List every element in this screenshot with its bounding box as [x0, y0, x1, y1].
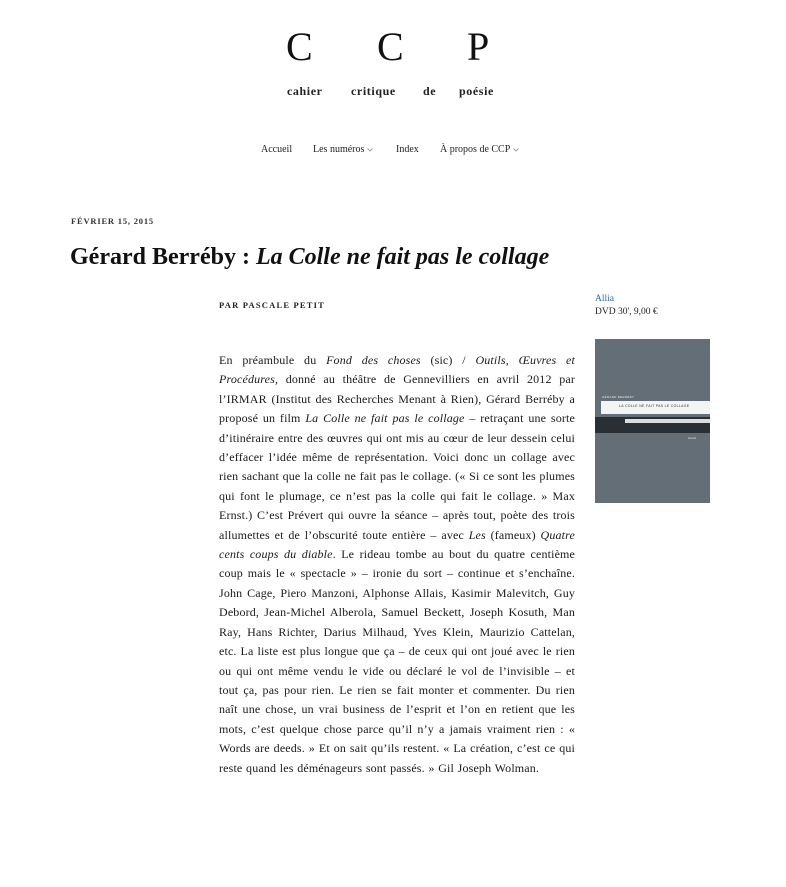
article-text-run: (sic) / — [420, 353, 476, 367]
post-title — [70, 240, 710, 274]
article-text-run: . Le rideau tombe au bout du quatre centième coup mais le « spectacle » – ironie du sort – continue et s’enchaîne. John Cage, Piero Manzoni, Alphonse Allais, Kasimir Malevitch, Guy Debord, Jean-Michel Alberola, Samuel Beckett, Joseph Kosuth, Man Ray, Hans Richter, Darius Milhaud, Yves Klein, Maurizio Cattelan, etc. La liste est plus longue que ça – de ceux qui ont joué avec le rien ou qui ont même vendu le vide ou déclaré le vol de l’invisible – et tout ça, pas pour rien. Le rien se fait monter et commenter. Du rien naît une chose, un vrai business de l’esprit et l’on en retient que les mots, c’est quelque chose parce qu’il n’y a jamais vraiment rien : « Words are deeds. » Et on sait qu’ils restent. « La création, c’est ce qui reste quand les déménageurs sont passés. » Gil Joseph Wolman. — [219, 547, 575, 775]
post-title-author: Gérard Berréby : — [70, 244, 256, 270]
site-title-letter: C — [377, 24, 404, 69]
book-cover-image — [595, 339, 710, 503]
nav-item-les-numeros[interactable] — [313, 144, 373, 155]
article-italic-run: Les — [468, 527, 486, 542]
article-italic-run: Fond des choses — [326, 353, 421, 367]
article-text-run: (fameux) — [485, 527, 541, 542]
site-title[interactable] — [0, 22, 786, 72]
site-title-letter: C — [286, 24, 313, 69]
tagline-word: poésie — [459, 84, 494, 98]
site-tagline — [0, 84, 786, 102]
tagline-word: critique — [351, 84, 396, 98]
nav-item-label: Les numéros — [313, 144, 365, 155]
post-title-work: La Colle ne fait pas le collage — [255, 244, 550, 270]
publisher-link[interactable]: Allia — [595, 294, 614, 304]
cover-caption-title: LA COLLE NE FAIT PAS LE COLLAGE — [619, 404, 690, 408]
article-italic-run: Quatre cents coups du diable — [219, 527, 575, 562]
site-title-letter: P — [467, 24, 490, 69]
format-price: DVD 30', 9,00 € — [595, 307, 658, 317]
chevron-down-icon — [513, 148, 519, 152]
tagline-word: cahier — [287, 84, 323, 98]
article-italic-run: La Colle ne fait pas le collage — [305, 411, 465, 426]
nav-item-index[interactable] — [396, 144, 419, 155]
cover-caption-author: GÉRARD BERRÉBY — [602, 395, 635, 399]
nav-item-label: Index — [396, 144, 419, 155]
nav-item-label: Accueil — [261, 144, 293, 155]
article-text-run: En préambule du — [219, 353, 327, 367]
nav-item-label: À propos de CCP — [440, 144, 511, 155]
chevron-down-icon — [367, 148, 373, 152]
article-italic-run: Outils, Œuvres et Procédures — [219, 353, 576, 387]
tagline-word: de — [423, 84, 437, 98]
nav-item-accueil[interactable] — [261, 144, 292, 155]
cover-caption-publisher: ALLIA — [688, 436, 697, 440]
byline: PAR PASCALE PETIT — [219, 300, 326, 310]
nav-item-a-propos[interactable] — [440, 144, 519, 155]
article-text-run: – retraçant une sorte d’itinéraire entre des œuvres qui ont mis au cœur de leur dessein celui d’effacer l’idée même de représentation. Voici donc un collage avec rien sachant que la colle ne fait pas le collage. (« Si ce sont les plumes qui font le plumage, ce n’est pas la colle qui fait le collage. » Max Ernst.) C’est Prévert qui ouvre la séance – après tout, poète des trois allumettes et de l’obscurité toute entière – avec — [219, 411, 575, 542]
post-date[interactable]: FÉVRIER 15, 2015 — [71, 216, 154, 226]
article-body — [219, 351, 575, 778]
article-text-run: , donné au théâtre de Gennevilliers en avril 2012 par l’IRMAR (Institut des Recherches Menant à Rien), Gérard Berréby a proposé un film — [219, 372, 575, 426]
main-nav — [0, 144, 786, 160]
cover-band — [625, 419, 710, 423]
